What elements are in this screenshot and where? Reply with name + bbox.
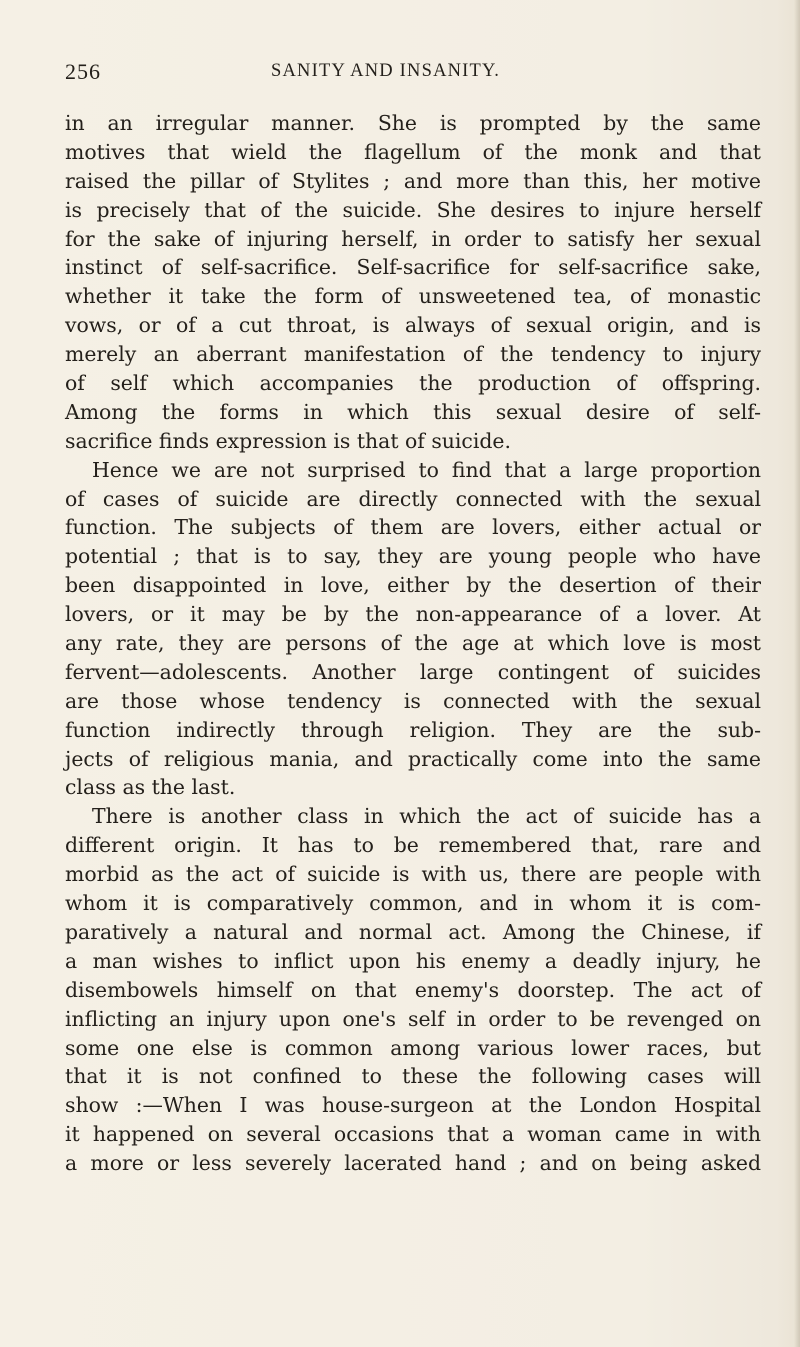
text-line: vows, or of a cut throat, is always of sexual origin, and is xyxy=(65,313,761,338)
text-line: whether it take the form of unsweetened tea, of monastic xyxy=(65,284,761,309)
body-text xyxy=(65,109,761,1178)
text-line: Among the forms in which this sexual desire of self- xyxy=(65,399,761,424)
text-line: jects of religious mania, and practically come into the same xyxy=(65,746,761,771)
text-line: is precisely that of the suicide. She desires to injure herself xyxy=(65,197,761,222)
text-line: of self which accompanies the production of offspring. xyxy=(65,371,761,396)
text-line: function. The subjects of them are lovers, either actual or xyxy=(65,515,761,540)
text-line: morbid as the act of suicide is with us, there are people with xyxy=(65,862,761,887)
text-line: that it is not confined to these the following cases will xyxy=(65,1064,761,1089)
text-line: show :—When I was house-surgeon at the London Hospital xyxy=(65,1093,761,1118)
text-line: any rate, they are persons of the age at which love is most xyxy=(65,631,761,656)
text-line: for the sake of injuring herself, in order to satisfy her sexual xyxy=(65,226,761,251)
text-line: some one else is common among various lower races, but xyxy=(65,1035,761,1060)
text-line: There is another class in which the act of suicide has a xyxy=(92,804,761,829)
page-edge-shadow xyxy=(794,0,800,1347)
text-line: motives that wield the flagellum of the monk and that xyxy=(65,139,761,164)
text-line: disembowels himself on that enemy's doorstep. The act of xyxy=(65,977,761,1002)
text-line: class as the last. xyxy=(65,775,236,800)
text-line: it happened on several occasions that a woman came in with xyxy=(65,1122,761,1147)
text-line: a man wishes to inflict upon his enemy a deadly injury, he xyxy=(65,948,761,973)
text-line: been disappointed in love, either by the desertion of their xyxy=(65,573,761,598)
text-line: sacrifice finds expression is that of suicide. xyxy=(65,428,511,453)
text-line: fervent—adolescents. Another large contingent of suicides xyxy=(65,659,761,684)
text-line: paratively a natural and normal act. Among the Chinese, if xyxy=(65,919,761,944)
text-line: raised the pillar of Stylites ; and more than this, her motive xyxy=(65,168,761,193)
text-line: inflicting an injury upon one's self in order to be revenged on xyxy=(65,1006,761,1031)
page-header xyxy=(65,59,755,99)
text-line: a more or less severely lacerated hand ; and on being asked xyxy=(65,1151,761,1176)
text-line: merely an aberrant manifestation of the tendency to injury xyxy=(65,342,761,367)
running-title: SANITY AND INSANITY. xyxy=(271,61,501,81)
text-line: are those whose tendency is connected with the sexual xyxy=(65,688,761,713)
text-line: instinct of self-sacrifice. Self-sacrifice for self-sacrifice sake, xyxy=(65,255,761,280)
text-line: potential ; that is to say, they are young people who have xyxy=(65,544,761,569)
text-line: Hence we are not surprised to find that a large proportion xyxy=(92,457,761,482)
text-line: lovers, or it may be by the non-appearance of a lover. At xyxy=(65,602,761,627)
text-line: of cases of suicide are directly connected with the sexual xyxy=(65,486,761,511)
text-line: different origin. It has to be remembered that, rare and xyxy=(65,833,761,858)
text-line: whom it is comparatively common, and in whom it is com- xyxy=(65,891,761,916)
text-line: function indirectly through religion. They are the sub- xyxy=(65,717,761,742)
page-number: 256 xyxy=(65,59,101,84)
text-line: in an irregular manner. She is prompted by the same xyxy=(65,111,761,135)
